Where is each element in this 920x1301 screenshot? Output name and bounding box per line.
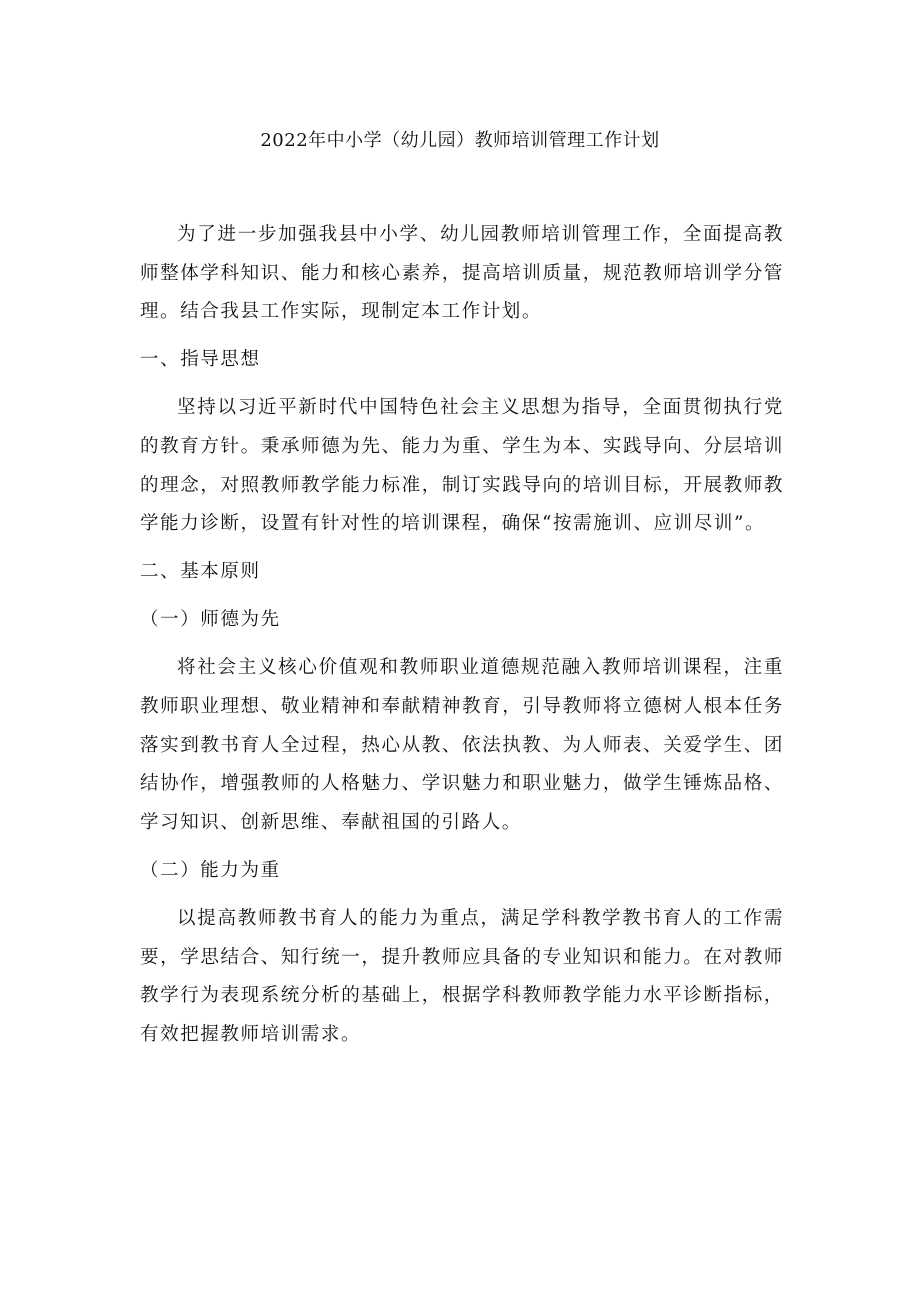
subheading-ethics-first: （一）师德为先 xyxy=(140,609,281,631)
section-heading-basic-principles: 二、基本原则 xyxy=(140,561,261,583)
section-heading-guiding-thought: 一、指导思想 xyxy=(140,349,261,371)
ability-focus-paragraph: 以提高教师教书育人的能力为重点，满足学科教学教书育人的工作需要，学思结合、知行统一，提升教师应具备的专业知识和能力。在对教师教学行为表现系统分析的基础上，根据学科教师教学能力水平诊断指标，有效把握教师培训需求。 xyxy=(140,908,784,1045)
subheading-ability-focus: （二）能力为重 xyxy=(140,859,281,881)
ethics-first-paragraph: 将社会主义核心价值观和教师职业道德规范融入教师培训课程，注重教师职业理想、敬业精神和奉献精神教育，引导教师将立德树人根本任务落实到教书育人全过程，热心从教、依法执教、为人师表、关爱学生、团结协作，增强教师的人格魅力、学识魅力和职业魅力，做学生锤炼品格、学习知识、创新思维、奉献祖国的引路人。 xyxy=(140,657,784,833)
document-title: 2022年中小学（幼儿园）教师培训管理工作计划 xyxy=(260,130,660,151)
guiding-thought-paragraph: 坚持以习近平新时代中国特色社会主义思想为指导，全面贯彻执行党的教育方针。秉承师德为先、能力为重、学生为本、实践导向、分层培训的理念，对照教师教学能力标准，制订实践导向的培训目标，开展教师教学能力诊断，设置有针对性的培训课程，确保“按需施训、应训尽训”。 xyxy=(140,397,784,535)
document-body xyxy=(140,216,784,1064)
intro-paragraph: 为了进一步加强我县中小学、幼儿园教师培训管理工作，全面提高教师整体学科知识、能力和核心素养，提高培训质量，规范教师培训学分管理。结合我县工作实际，现制定本工作计划。 xyxy=(140,224,784,323)
